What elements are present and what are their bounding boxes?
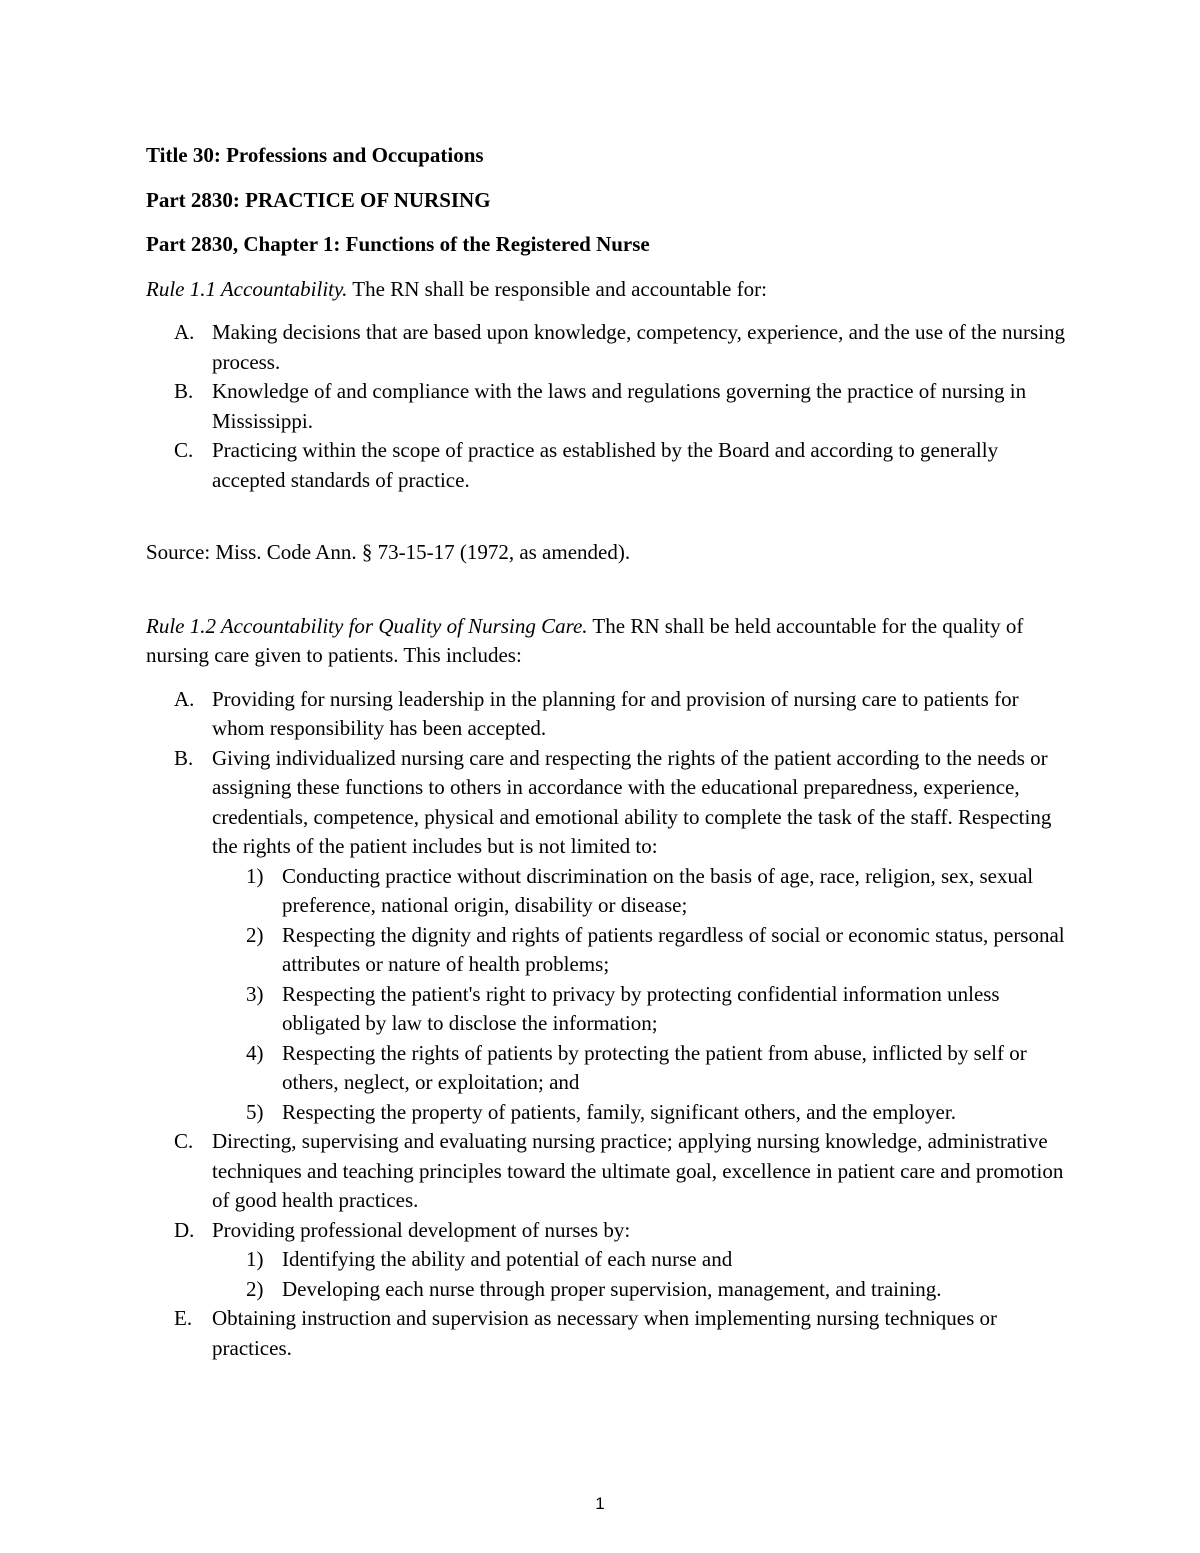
sublist-item	[146, 1245, 1066, 1275]
sublist-item-text: Respecting the rights of patients by protecting the patient from abuse, inflicted by self or others, neglect, or exploitation; and	[282, 1040, 1027, 1094]
sublist-item	[146, 1275, 1066, 1305]
list-marker: C.	[174, 438, 194, 462]
source-citation: Source: Miss. Code Ann. § 73-15-17 (1972, as amended).	[146, 540, 631, 564]
list-marker: B.	[174, 379, 194, 403]
patient-rights-sublist	[212, 862, 1066, 1128]
sublist-item-text: Conducting practice without discrimination on the basis of age, race, religion, sex, sexual preference, national origin, disability or disease;	[282, 863, 1034, 917]
list-item	[146, 436, 1066, 495]
rule-1-2-intro	[146, 612, 1066, 671]
list-item	[146, 1304, 1066, 1363]
list-item	[146, 744, 1066, 1128]
sublist-item-text: Developing each nurse through proper supervision, management, and training.	[282, 1276, 942, 1301]
rule-1-1-intro	[146, 275, 1066, 305]
sublist-item	[146, 1039, 1066, 1098]
list-marker: A.	[174, 320, 195, 344]
professional-development-sublist	[212, 1245, 1066, 1304]
sublist-marker: 4)	[246, 1040, 264, 1065]
sublist-item-text: Respecting the patient's right to privacy by protecting confidential information unless obligated by law to disclose the information;	[282, 981, 1000, 1035]
rule-1-2-list	[146, 685, 1066, 1364]
rule-1-2-text: The RN shall be held accountable for the quality of nursing care given to patients. This includes:	[146, 613, 1024, 667]
list-item	[146, 1127, 1066, 1216]
list-marker: D.	[174, 1217, 195, 1242]
sublist-item	[146, 980, 1066, 1039]
list-item-text: Providing for nursing leadership in the planning for and provision of nursing care to patients for whom responsibility has been accepted.	[212, 686, 1019, 740]
page-number: 1	[595, 1494, 605, 1513]
chapter-heading: Part 2830, Chapter 1: Functions of the Registered Nurse	[146, 232, 650, 256]
list-marker: E.	[174, 1306, 193, 1330]
sublist-marker: 2)	[246, 1276, 264, 1301]
list-marker: B.	[174, 745, 194, 770]
sublist-marker: 3)	[246, 981, 264, 1006]
sublist-marker: 1)	[246, 863, 264, 888]
sublist-item-text: Identifying the ability and potential of each nurse and	[282, 1247, 733, 1271]
list-item-text: Directing, supervising and evaluating nursing practice; applying nursing knowledge, administrative techniques and teaching principles toward the ultimate goal, excellence in patient care and promotion of good health practices.	[212, 1129, 1064, 1212]
list-item	[146, 1216, 1066, 1305]
list-item-text: Obtaining instruction and supervision as necessary when implementing nursing techniques or practices.	[212, 1306, 998, 1360]
sublist-marker: 5)	[246, 1099, 264, 1124]
sublist-item	[146, 1098, 1066, 1128]
list-item-text: Giving individualized nursing care and respecting the rights of the patient according to the needs or assigning these functions to others in accordance with the educational preparedness, experience, credentials, competence, physical and emotional ability to complete the task of the staff. Respecting the rights of the patient includes but is not limited to:	[212, 745, 1052, 858]
sublist-item-text: Respecting the dignity and rights of patients regardless of social or economic status, personal attributes or nature of health problems;	[282, 922, 1065, 976]
list-item	[146, 377, 1066, 436]
list-marker: A.	[174, 686, 195, 711]
document-page	[146, 141, 1066, 1363]
sublist-item	[146, 862, 1066, 921]
list-marker: C.	[174, 1129, 194, 1153]
sublist-item	[146, 921, 1066, 980]
rule-1-1-text: The RN shall be responsible and accountable for:	[347, 276, 767, 301]
title-heading: Title 30: Professions and Occupations	[146, 143, 484, 167]
list-item-text: Knowledge of and compliance with the laws and regulations governing the practice of nursing in Mississippi.	[212, 379, 1027, 433]
rule-1-1-title: Rule 1.1 Accountability.	[146, 276, 348, 301]
list-item-text: Making decisions that are based upon knowledge, competency, experience, and the use of the nursing process.	[212, 320, 1065, 374]
sublist-marker: 1)	[246, 1247, 264, 1271]
list-item	[146, 685, 1066, 744]
sublist-marker: 2)	[246, 922, 264, 947]
list-item-text: Practicing within the scope of practice as established by the Board and according to generally accepted standards of practice.	[212, 438, 999, 492]
rule-1-2-title: Rule 1.2 Accountability for Quality of Nursing Care.	[146, 613, 588, 638]
part-heading: Part 2830: PRACTICE OF NURSING	[146, 187, 491, 212]
list-item-text: Providing professional development of nurses by:	[212, 1217, 631, 1242]
sublist-item-text: Respecting the property of patients, family, significant others, and the employer.	[282, 1099, 956, 1124]
rule-1-1-list	[146, 318, 1066, 495]
list-item	[146, 318, 1066, 377]
